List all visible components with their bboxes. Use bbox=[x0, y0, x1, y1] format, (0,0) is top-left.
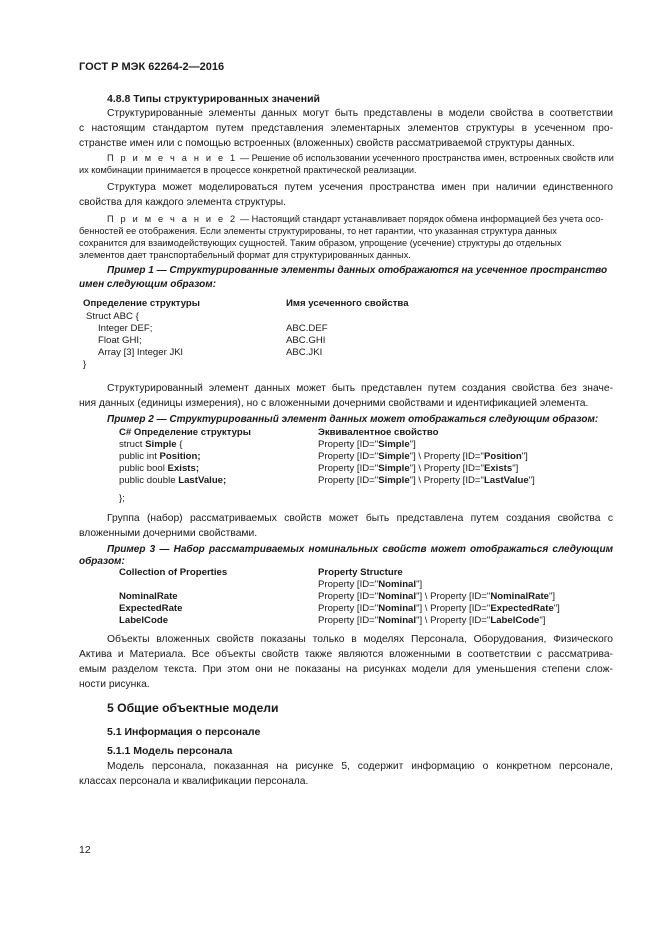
example-2-property: Property [ID="Simple"] \ Property [ID="Position"] bbox=[318, 451, 528, 462]
example-2-property: Property [ID="Simple"] \ Property [ID="LastValue"] bbox=[318, 475, 535, 486]
section-title-5: 5 Общие объектные модели bbox=[107, 701, 279, 715]
example-1-name: ABC.JKI bbox=[286, 347, 323, 358]
section-title-5-1: 5.1 Информация о персонале bbox=[107, 726, 261, 738]
section-title-4-8-8: 4.8.8 Типы структурированных значений bbox=[107, 93, 321, 105]
example-1-def: Integer DEF; bbox=[98, 323, 153, 334]
example-3-name: NominalRate bbox=[119, 591, 178, 602]
example-1-col2-header: Имя усеченного свойства bbox=[286, 298, 409, 309]
example-3-property: Property [ID="Nominal"] \ Property [ID="ExpectedRate"] bbox=[318, 603, 560, 614]
example-3-caption: Пример 3 — Набор рассматриваемых номинальных свойств может отображаться следующим образом: bbox=[79, 544, 613, 567]
example-2-property: Property [ID="Simple"] bbox=[318, 439, 416, 450]
example-3-property: Property [ID="Nominal"] \ Property [ID="NominalRate"] bbox=[318, 591, 556, 602]
example-2-close: }; bbox=[119, 493, 125, 504]
paragraph-namespace-truncation: Структура может моделироваться путем усечения пространства имен при наличии единственного свойства для каждого элемента структуры. bbox=[79, 182, 613, 208]
example-3-name: ExpectedRate bbox=[119, 603, 183, 614]
example-2-col1-header: C# Определение структуры bbox=[119, 427, 251, 438]
example-2-def: public int Position; bbox=[119, 451, 201, 462]
example-1-def: Array [3] Integer JKl bbox=[98, 347, 183, 358]
page-number: 12 bbox=[79, 844, 91, 856]
note-2: П р и м е ч а н и е 2 — Настоящий стандарт устанавливает порядок обмена информацией без учета осо- бенностей ее отображения. Если элементы структурированы, то нет гарантии, что указанная структура данных сохранится для взаимодействующих сущностей. Таким образом, упрощение (усечение) структуры до отдельных элементов дает транспортабельный формат для структурированных данных. bbox=[79, 214, 604, 260]
example-1-name: ABC.DEF bbox=[286, 323, 328, 334]
example-3-col2-header: Property Structure bbox=[318, 567, 403, 578]
paragraph-nested-children: Структурированный элемент данных может быть представлен путем создания свойства без значе- ния данных (единицы измерения), но с вложенными дочерними свойствами и идентификацией элемента. bbox=[79, 383, 613, 409]
note-1: П р и м е ч а н и е 1 — Решение об использовании усеченного пространства имен, встроенных свойств или их комбинации принимается в процессе конкретной практической реализации. bbox=[79, 153, 614, 175]
example-1-caption: Пример 1 — Структурированные элементы данных отображаются на усеченное пространство имен следующим образом: bbox=[79, 265, 608, 290]
example-2-def: public double LastValue; bbox=[119, 475, 227, 486]
example-1-col1-header: Определение структуры bbox=[83, 298, 200, 309]
example-3-name: LabelCode bbox=[119, 615, 169, 626]
example-1-def: Float GHI; bbox=[98, 335, 142, 346]
example-2-def: public bool Exists; bbox=[119, 463, 200, 474]
example-2-property: Property [ID="Simple"] \ Property [ID="Exists"] bbox=[318, 463, 519, 474]
example-3-property: Property [ID="Nominal"] \ Property [ID="LabelCode"] bbox=[318, 615, 546, 626]
example-1-struct-close: } bbox=[83, 359, 87, 370]
example-3-col1-header: Collection of Properties bbox=[119, 567, 228, 578]
example-1-name: ABC.GHI bbox=[286, 335, 326, 346]
document-header: ГОСТ Р МЭК 62264-2—2016 bbox=[79, 61, 225, 73]
example-2-caption: Пример 2 — Структурированный элемент данных может отображаться следующим образом: bbox=[107, 414, 599, 425]
example-2-col2-header: Эквивалентное свойство bbox=[318, 427, 439, 438]
paragraph-property-group: Группа (набор) рассматриваемых свойств может быть представлена путем создания свойства с вложенными дочерними свойствами. bbox=[79, 513, 613, 539]
example-2-def: struct Simple { bbox=[119, 439, 183, 450]
paragraph-structured-elements: Структурированные элементы данных могут быть представлены в модели свойства в соответствии с настоящим стандартом путем представления элементарных элементов структуры в усеченном про- странстве имен или с помощью встроенных (вложенных) свойств рассматриваемой структуры данных. bbox=[79, 108, 613, 149]
section-title-5-1-1: 5.1.1 Модель персонала bbox=[107, 745, 233, 757]
paragraph-nested-objects: Объекты вложенных свойств показаны только в моделях Персонала, Оборудования, Физического Актива и Материала. Все объекты свойств также являются вложенными в соответствии с рассматрива- емым разделом текста. При этом они не показаны на рисунках модели для уменьшения степени слож- ности рисунка. bbox=[79, 634, 613, 690]
example-1-struct-open: Struct ABC { bbox=[86, 311, 139, 322]
example-3-root-property: Property [ID="Nominal"] bbox=[318, 579, 423, 590]
paragraph-personnel-model: Модель персонала, показанная на рисунке 5, содержит информацию о конкретном персонале, классах персонала и квалификации персонала. bbox=[79, 761, 613, 787]
